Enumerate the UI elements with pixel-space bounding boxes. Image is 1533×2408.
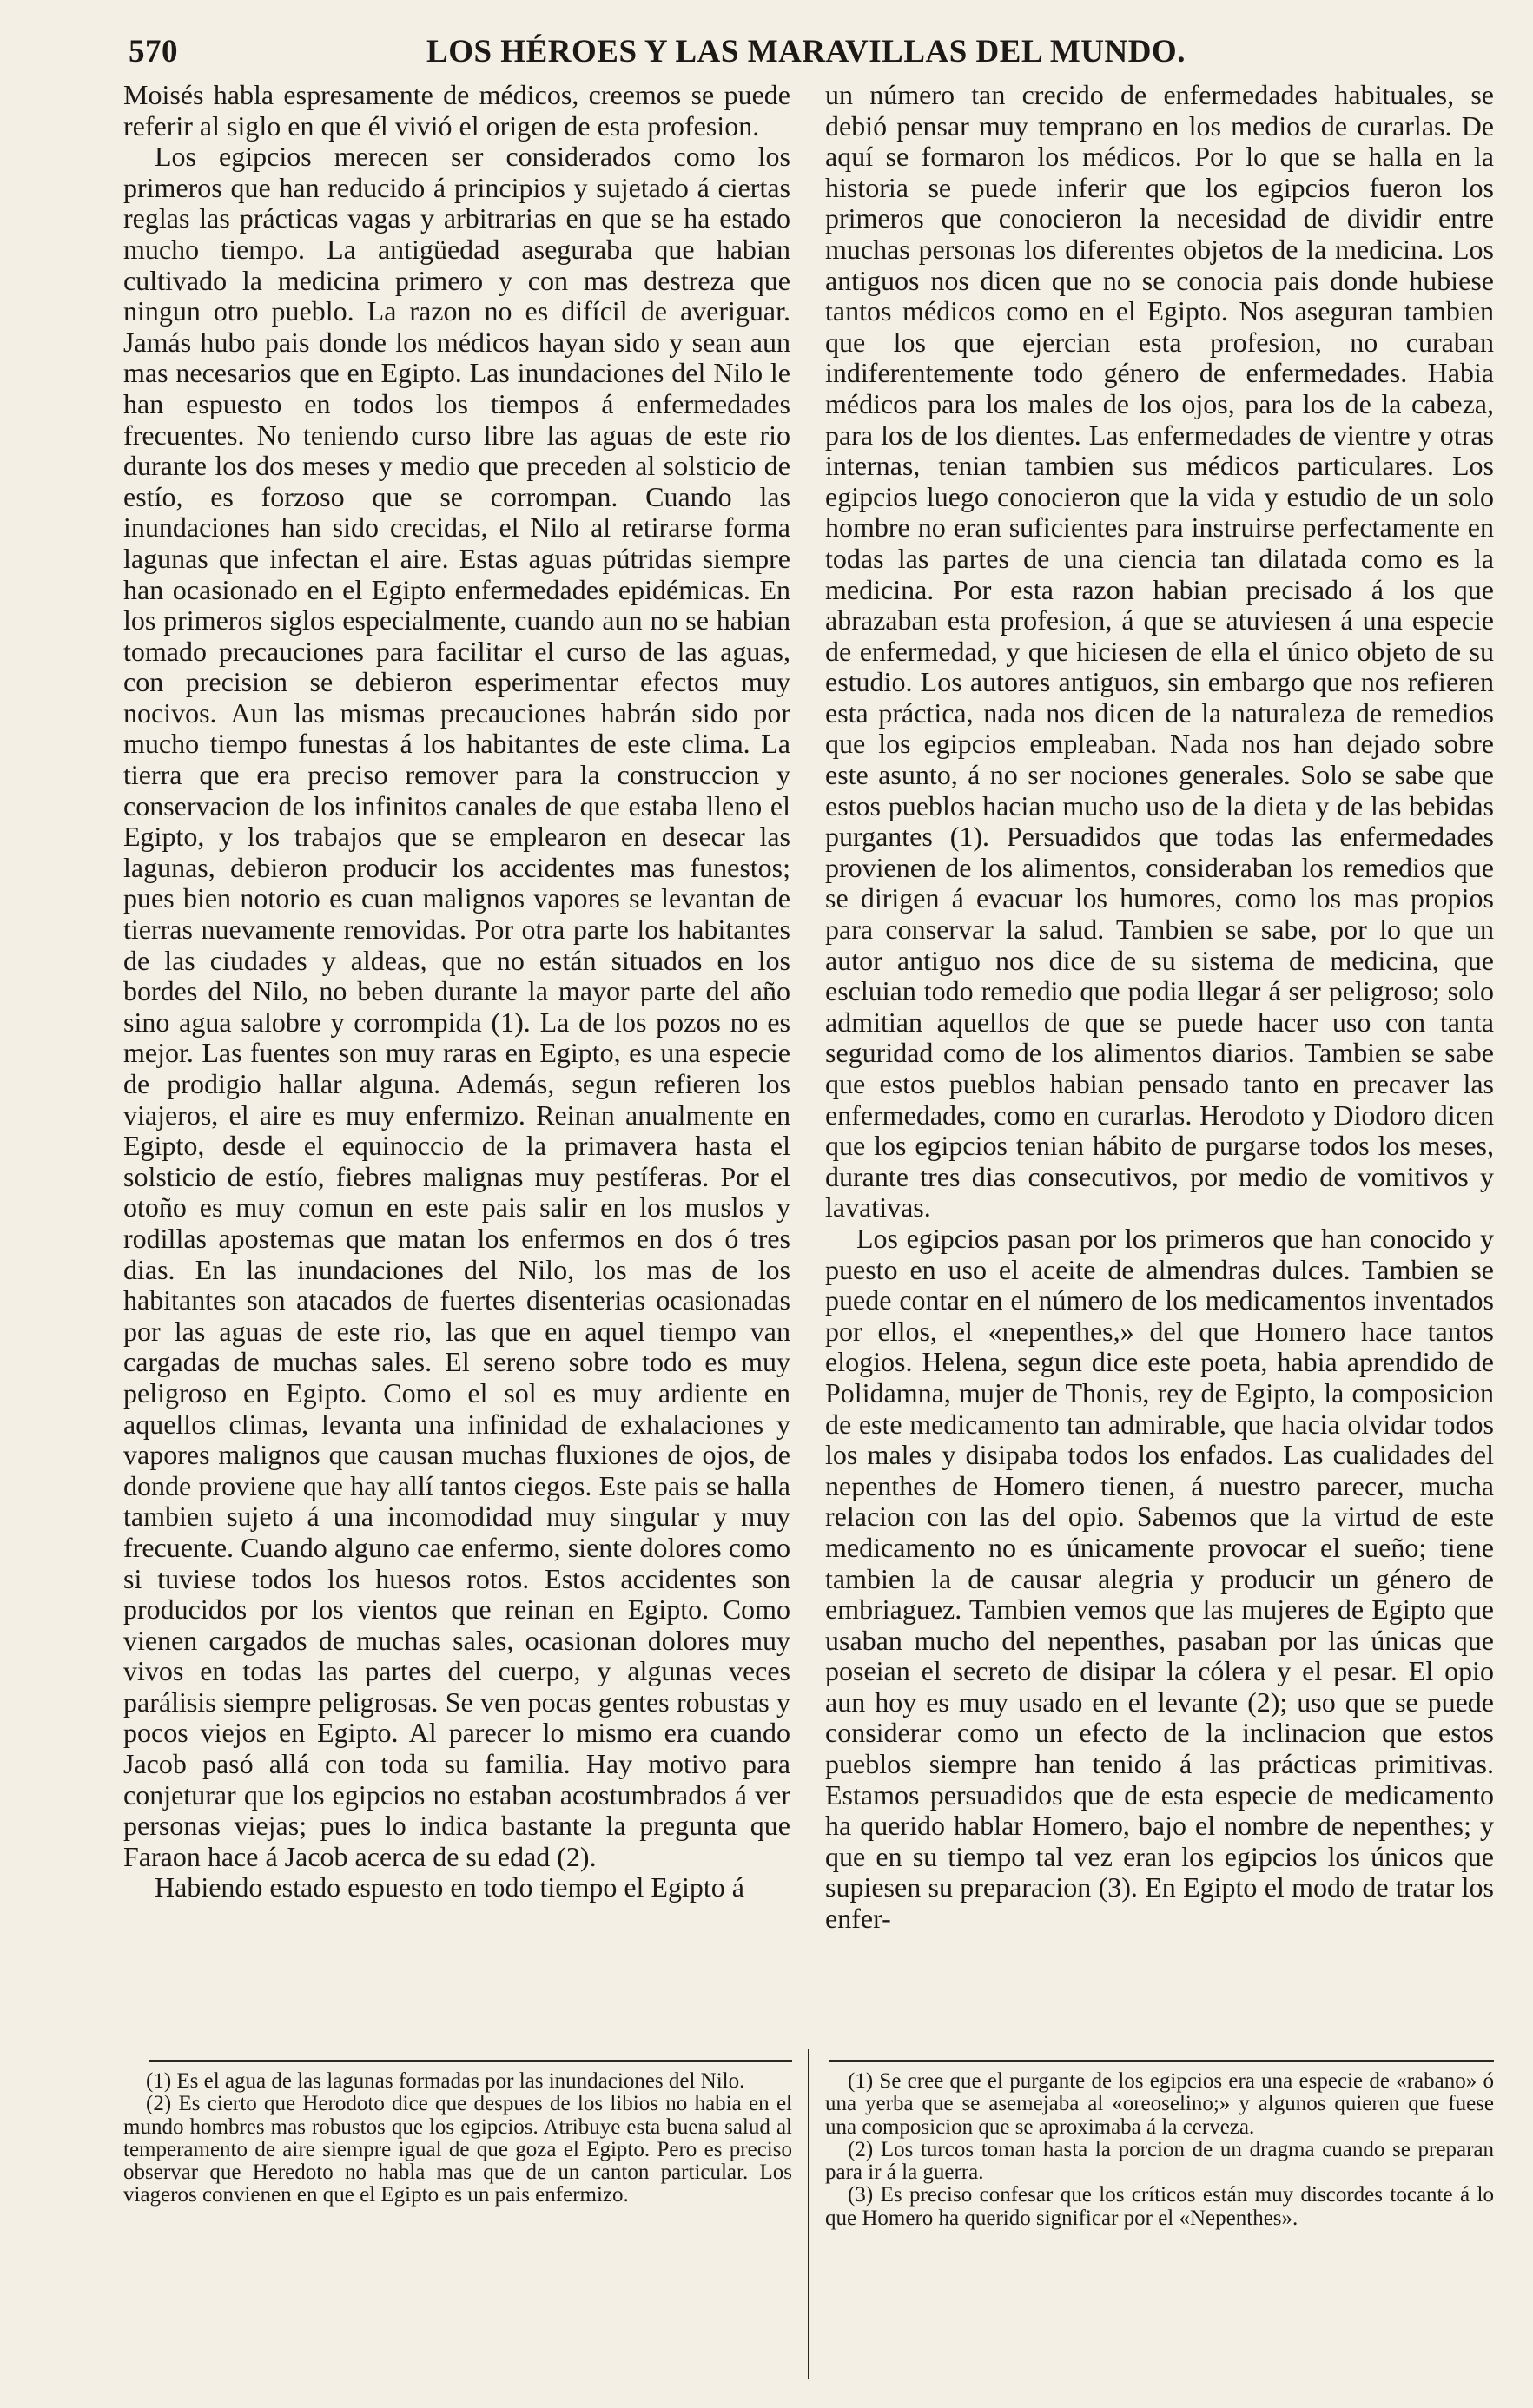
left-column <box>123 80 790 1903</box>
running-head: LOS HÉROES Y LAS MARAVILLAS DEL MUNDO. <box>426 34 1186 69</box>
page-header <box>129 33 1483 82</box>
footnote-left-2: (2) Es cierto que Herodoto dice que despues de los libios no habia en el mundo hombres mas robustos que los egipcios. Atribuye esta buena salud al temperamento de aire siempre igual de que goza el Egipto. Pero es preciso observar que Heredoto no habla mas que de un canton particular. Los viageros convienen en que el Egipto es un pais enfermizo. <box>123 2092 792 2207</box>
footnote-left-1: (1) Es el agua de las lagunas formadas por las inundaciones del Nilo. <box>146 2069 745 2093</box>
footnote-right-3: (3) Es preciso confesar que los críticos están muy discordes tocante á lo que Homero ha querido significar por el «Nepenthes». <box>825 2183 1494 2230</box>
footnote-column-divider <box>808 2049 809 2379</box>
left-paragraph-2: Los egipcios merecen ser considerados como los primeros que han reducido á principios y sujetado á ciertas reglas las prácticas vagas y arbitrarias en que se ha estado mucho tiempo. La antigüedad aseguraba que habian cultivado la medicina primero y con mas destreza que ningun otro pueblo. La razon no es difícil de averiguar. Jamás hubo pais donde los médicos hayan sido y sean aun mas necesarios que en Egipto. Las inundaciones del Nilo le han espuesto en todos los tiempos á enfermedades frecuentes. No teniendo curso libre las aguas de este rio durante los dos meses y medio que preceden al solsticio de estío, es forzoso que se corrompan. Cuando las inundaciones han sido crecidas, el Nilo al retirarse forma lagunas que infectan el aire. Estas aguas pútridas siempre han ocasionado en el Egipto enfermedades epidémicas. En los primeros siglos especialmente, cuando aun no se habian tomado precauciones para facilitar el curso de las aguas, con precision se debieron esperimentar efectos muy nocivos. Aun las mismas precauciones habrán sido por mucho tiempo funestas á los habitantes de este clima. La tierra que era preciso remover para la construccion y conservacion de los infinitos canales de que estaba lleno el Egipto, y los trabajos que se emplearon en desecar las lagunas, debieron producir los accidentes mas funestos; pues bien notorio es cuan malignos vapores se levantan de tierras nuevamente removidas. Por otra parte los habitantes de las ciudades y aldeas, que no están situados en los bordes del Nilo, no beben durante la mayor parte del año sino agua salobre y corrompida (1). La de los pozos no es mejor. Las fuentes son muy raras en Egipto, es una especie de prodigio hallar alguna. Además, segun refieren los viajeros, el aire es muy enfermizo. Reinan anualmente en Egipto, desde el equinoccio de la primavera hasta el solsticio de estío, fiebres malignas muy pestíferas. Por el otoño es muy comun en este pais salir en los muslos y rodillas apostemas que matan los enfermos en dos ó tres dias. En las inundaciones del Nilo, los mas de los habitantes son atacados de fuertes disenterias ocasionadas por las aguas de este rio, las que en aquel tiempo van cargadas de muchas sales. El sereno sobre todo es muy peligroso en Egipto. Como el sol es muy ardiente en aquellos climas, levanta una infinidad de exhalaciones y vapores malignos que causan muchas fluxiones de ojos, de donde proviene que hay allí tantos ciegos. Este pais se halla tambien sujeto á una incomodidad muy singular y muy frecuente. Cuando alguno cae enfermo, siente dolores como si tuviese todos los huesos rotos. Estos accidentes son producidos por los vientos que reinan en Egipto. Como vienen cargados de muchas sales, ocasionan dolores muy vivos en todas las partes del cuerpo, y algunas veces parálisis siempre peligrosas. Se ven pocas gentes robustas y pocos viejos en Egipto. Al parecer lo mismo era cuando Jacob pasó allá con toda su familia. Hay motivo para conjeturar que los egipcios no estaban acostumbrados á ver personas viejas; pues lo indica bastante la pregunta que Faraon hace á Jacob acerca de su edad (2). <box>123 141 790 1872</box>
footnote-right-2: (2) Los turcos toman hasta la porcion de un dragma cuando se preparan para ir á la guerra. <box>825 2137 1494 2185</box>
footnote-right-1: (1) Se cree que el purgante de los egipcios era una especie de «rabano» ó una yerba que se asemejaba al «oreoselino;» y algunos quieren que fuese una composicion que se aproximaba á la cerveza. <box>825 2069 1494 2139</box>
right-paragraph-2: Los egipcios pasan por los primeros que han conocido y puesto en uso el aceite de almendras dulces. Tambien se puede contar en el número de los medicamentos inventados por ellos, el «nepenthes,» del que Homero hace tantos elogios. Helena, segun dice este poeta, habia aprendido de Polidamna, mujer de Thonis, rey de Egipto, la composicion de este medicamento tan admirable, que hacia olvidar todos los males y disipaba todos los enfados. Las cualidades del nepenthes de Homero tienen, á nuestro parecer, mucha relacion con las del opio. Sabemos que la virtud de este medicamento no es únicamente provocar el sueño; tiene tambien la de causar alegria y producir un género de embriaguez. Tambien vemos que las mujeres de Egipto que usaban mucho del nepenthes, pasaban por las únicas que poseian el secreto de disipar la cólera y el pesar. El opio aun hoy es muy usado en el levante (2); uso que se puede considerar como un efecto de la inclinacion que estos pueblos siempre han tenido á las prácticas primitivas. Estamos persuadidos que de esta especie de medicamento ha querido hablar Homero, bajo el nombre de nepenthes; y que en su tiempo tal vez eran los egipcios los únicos que supiesen su preparacion (3). En Egipto el modo de tratar los enfer- <box>825 1222 1494 1935</box>
footnotes-right <box>825 2070 1494 2230</box>
right-column <box>825 80 1494 1935</box>
footnote-divider-left <box>149 2060 792 2062</box>
page-number: 570 <box>129 34 178 69</box>
footnote-divider-right <box>829 2060 1494 2062</box>
footnotes-left <box>123 2070 792 2207</box>
left-paragraph-1: Moisés habla espresamente de médicos, creemos se puede referir al siglo en que él vivió el origen de esta profesion. <box>123 79 790 142</box>
left-paragraph-3: Habiendo estado espuesto en todo tiempo el Egipto á <box>155 1871 744 1903</box>
right-paragraph-1: un número tan crecido de enfermedades habituales, se debió pensar muy temprano en los medios de curarlas. De aquí se formaron los médicos. Por lo que se halla en la historia se puede inferir que los egipcios fueron los primeros que conocieron la necesidad de dividir entre muchas personas los diferentes objetos de la medicina. Los antiguos nos dicen que no se conocia pais donde hubiese tantos médicos como en el Egipto. Nos aseguran tambien que los que ejercian esta profesion, no curaban indiferentemente todo género de enfermedades. Habia médicos para los males de los ojos, para los de la cabeza, para los de los dientes. Las enfermedades de vientre y otras internas, tenian tambien sus médicos particulares. Los egipcios luego conocieron que la vida y estudio de un solo hombre no eran suficientes para instruirse perfectamente en todas las partes de una ciencia tan dilatada como es la medicina. Por esta razon habian precisado á los que abrazaban esta profesion, á que se atuviesen á una especie de enfermedad, y que hiciesen de ella el único objeto de su estudio. Los autores antiguos, sin embargo que nos refieren esta práctica, nada nos dicen de la naturaleza de remedios que los egipcios empleaban. Nada nos han dejado sobre este asunto, á no ser nociones generales. Solo se sabe que estos pueblos hacian mucho uso de la dieta y de las bebidas purgantes (1). Persuadidos que todas las enfermedades provienen de los alimentos, consideraban los remedios que se dirigen á evacuar los humores, como los mas propios para conservar la salud. Tambien se sabe, por lo que un autor antiguo nos dice de su sistema de medicina, que escluian todo remedio que podia llegar á ser peligroso; solo admitian aquellos de que se puede hacer uso con tanta seguridad como de los alimentos diarios. Tambien se sabe que estos pueblos habian pensado tanto en precaver las enfermedades, como en curarlas. Herodoto y Diodoro dicen que los egipcios tenian hábito de purgarse todos los meses, durante tres dias consecutivos, por medio de vomitivos y lavativas. <box>825 79 1494 1224</box>
